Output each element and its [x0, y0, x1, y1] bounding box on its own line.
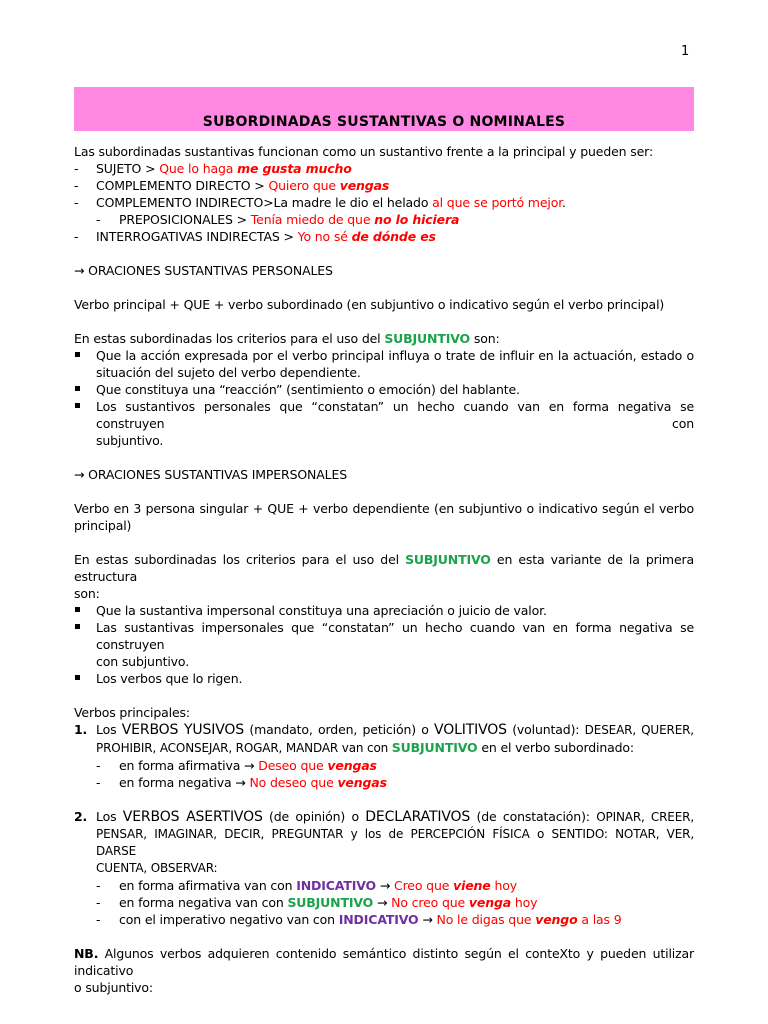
page-number: 1	[681, 44, 690, 59]
sub-item-negativa: - en forma negativa → No deseo que vengas	[96, 775, 387, 790]
nota-bene-continuation: o subjuntivo:	[74, 980, 153, 995]
bullet-item: Los sustantivos personales que “constatan” un hecho cuando van en forma negativa se construyen con	[74, 398, 694, 432]
bullet-square-icon	[75, 607, 80, 612]
bullet-continuation: subjuntivo.	[96, 433, 164, 448]
bullet-square-icon	[75, 352, 80, 357]
title-banner	[74, 87, 694, 131]
bullet-continuation: con subjuntivo.	[96, 654, 190, 669]
numbered-item-continuation: PROHIBIR, ACONSEJAR, ROGAR, MANDAR van con SUBJUNTIVO en el verbo subordinado:	[96, 740, 634, 755]
bullet-square-icon	[75, 403, 80, 408]
criterios-impersonales-continuation: son:	[74, 586, 100, 601]
numbered-item-yusivos: 1. Los VERBOS YUSIVOS (mandato, orden, petición) o VOLITIVOS (voluntad): DESEAR, QUERER,	[74, 722, 694, 738]
bullet-item: Que constituya una “reacción” (sentimiento o emoción) del hablante.	[74, 381, 694, 398]
list-item-complemento-directo: - COMPLEMENTO DIRECTO > Quiero que vengas	[74, 178, 390, 193]
intro-text: Las subordinadas sustantivas funcionan como un sustantivo frente a la principal y pueden ser:	[74, 144, 654, 159]
nota-bene: NB. Algunos verbos adquieren contenido semántico distinto según el conteXto y pueden utilizar indicativo	[74, 946, 694, 978]
document-body	[74, 143, 694, 996]
formula-personales: Verbo principal + QUE + verbo subordinado (en subjuntivo o indicativo según el verbo principal)	[74, 297, 665, 312]
section-heading-personales: → ORACIONES SUSTANTIVAS PERSONALES	[74, 263, 333, 278]
bullet-item: Que la sustantiva impersonal constituya una apreciación o juicio de valor.	[74, 602, 694, 619]
list-item-complemento-indirecto: - COMPLEMENTO INDIRECTO>La madre le dio el helado al que se portó mejor.	[74, 195, 566, 210]
bullet-square-icon	[75, 675, 80, 680]
criterios-personales: En estas subordinadas los criterios para el uso del SUBJUNTIVO son:	[74, 331, 500, 346]
bullet-square-icon	[75, 624, 80, 629]
numbered-item-continuation: CUENTA, OBSERVAR:	[96, 861, 218, 875]
bullet-item: Las sustantivas impersonales que “constatan” un hecho cuando van en forma negativa se construyen	[74, 619, 694, 653]
formula-impersonales-continuation: principal)	[74, 518, 132, 533]
page-title: SUBORDINADAS SUSTANTIVAS O NOMINALES	[202, 114, 566, 130]
section-heading-impersonales: → ORACIONES SUSTANTIVAS IMPERSONALES	[74, 467, 347, 482]
criterios-impersonales: En estas subordinadas los criterios para el uso del SUBJUNTIVO en esta variante de la primera estructura	[74, 552, 694, 584]
sub-item-negativa: - en forma negativa van con SUBJUNTIVO → No creo que venga hoy	[96, 895, 538, 910]
list-item-interrogativas: - INTERROGATIVAS INDIRECTAS > Yo no sé de dónde es	[74, 229, 436, 244]
formula-impersonales: Verbo en 3 persona singular + QUE + verbo dependiente (en subjuntivo o indicativo según el verbo	[74, 501, 694, 516]
sub-item-imperativo: - con el imperativo negativo van con INDICATIVO → No le digas que vengo a las 9	[96, 912, 622, 927]
numbered-item-asertivos: 2. Los VERBOS ASERTIVOS (de opinión) o DECLARATIVOS (de constatación): OPINAR, CREER,	[74, 809, 695, 825]
bullet-square-icon	[75, 386, 80, 391]
bullet-item: Que la acción expresada por el verbo principal influya o trate de influir en la actuación, estado o	[74, 347, 694, 364]
bullet-item: Los verbos que lo rigen.	[74, 670, 694, 687]
sub-item-afirmativa: - en forma afirmativa → Deseo que vengas	[96, 758, 377, 773]
bullet-continuation: situación del sujeto del verbo dependiente.	[96, 365, 361, 380]
numbered-item-continuation: PENSAR, IMAGINAR, DECIR, PREGUNTAR y los de PERCEPCIÓN FÍSICA o SENTIDO: NOTAR, VER, DARSE	[96, 827, 694, 858]
sub-item-afirmativa: - en forma afirmativa van con INDICATIVO → Creo que viene hoy	[96, 878, 517, 893]
verbos-principales-heading: Verbos principales:	[74, 705, 190, 720]
list-item-preposicionales: - PREPOSICIONALES > Tenía miedo de que no lo hiciera	[96, 212, 460, 227]
list-item-sujeto: - SUJETO > Que lo haga me gusta mucho	[74, 161, 352, 176]
